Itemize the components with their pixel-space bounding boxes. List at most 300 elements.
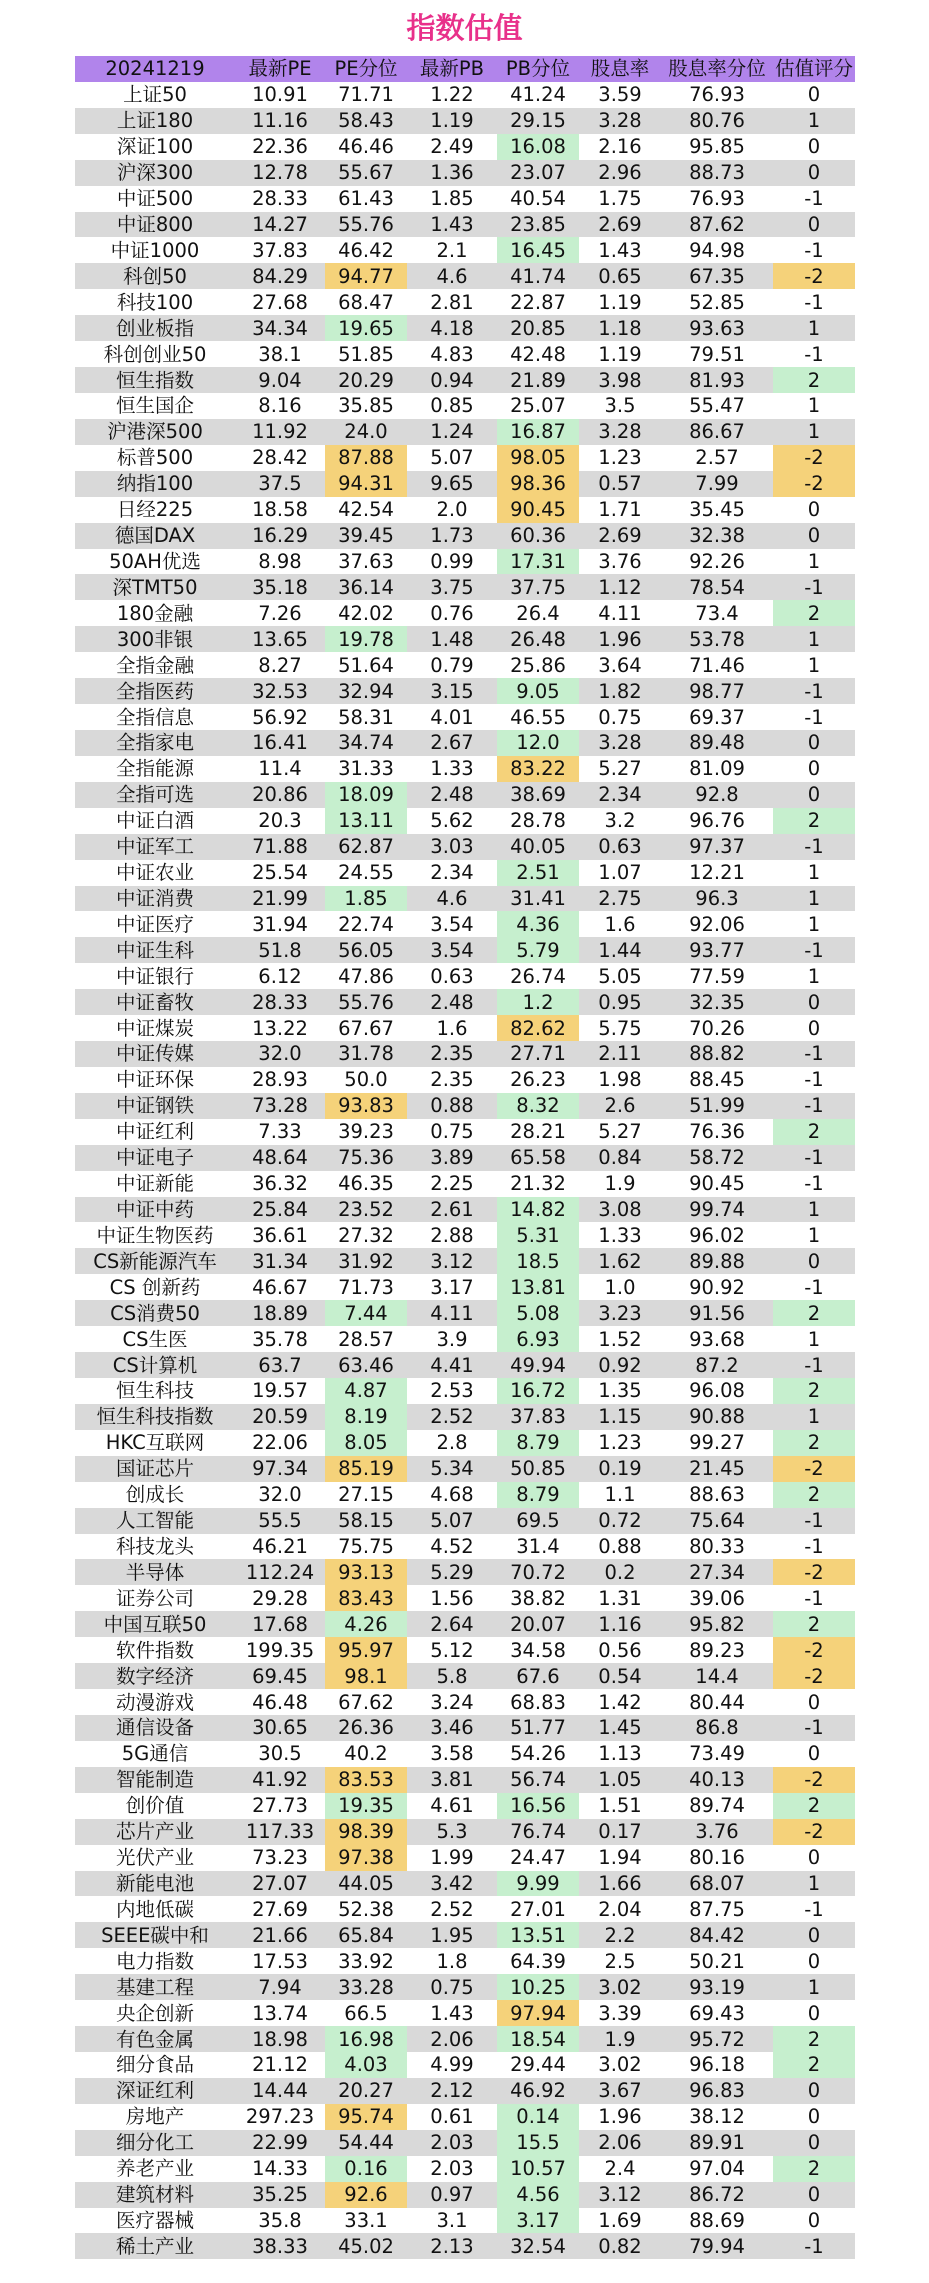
value-cell: 98.1 xyxy=(325,1663,407,1689)
value-cell: 67.35 xyxy=(661,263,773,289)
value-cell: 39.06 xyxy=(661,1585,773,1611)
column-header: 估值评分 xyxy=(774,57,853,81)
value-cell: 37.83 xyxy=(235,237,325,263)
value-cell: 1 xyxy=(773,108,855,134)
value-cell: 41.74 xyxy=(497,263,579,289)
value-cell: 0.63 xyxy=(407,963,497,989)
value-cell: 56.92 xyxy=(235,704,325,730)
value-cell: 1.33 xyxy=(579,1222,661,1248)
value-cell: 18.58 xyxy=(235,497,325,523)
table-row xyxy=(75,1767,855,1793)
index-name-cell: 中证农业 xyxy=(75,860,235,886)
table-row xyxy=(75,1922,855,1948)
value-cell: 3.24 xyxy=(407,1689,497,1715)
value-cell: 1.15 xyxy=(579,1404,661,1430)
index-name-cell: 创成长 xyxy=(75,1482,235,1508)
value-cell: 117.33 xyxy=(235,1819,325,1845)
value-cell: 6.12 xyxy=(235,963,325,989)
value-cell: 2.6 xyxy=(579,1093,661,1119)
value-cell: 49.94 xyxy=(497,1352,579,1378)
value-cell: 0.85 xyxy=(407,393,497,419)
value-cell: 2 xyxy=(773,1300,855,1326)
value-cell: 13.51 xyxy=(497,1922,579,1948)
value-cell: 47.86 xyxy=(325,963,407,989)
value-cell: 3.89 xyxy=(407,1145,497,1171)
value-cell: 36.61 xyxy=(235,1222,325,1248)
value-cell: 2.88 xyxy=(407,1222,497,1248)
value-cell: 40.05 xyxy=(497,834,579,860)
table-row xyxy=(75,2233,855,2259)
index-name-cell: 中国互联50 xyxy=(75,1611,235,1637)
table-row xyxy=(75,2182,855,2208)
table-row xyxy=(75,756,855,782)
value-cell: 95.97 xyxy=(325,1637,407,1663)
value-cell: 32.0 xyxy=(235,1041,325,1067)
value-cell: 5.31 xyxy=(497,1222,579,1248)
value-cell: 52.85 xyxy=(661,289,773,315)
value-cell: 2 xyxy=(773,1611,855,1637)
value-cell: 18.98 xyxy=(235,2026,325,2052)
value-cell: 18.89 xyxy=(235,1300,325,1326)
value-cell: 1.69 xyxy=(579,2208,661,2234)
value-cell: -1 xyxy=(773,1067,855,1093)
value-cell: 2.04 xyxy=(579,1896,661,1922)
index-name-cell: 恒生国企 xyxy=(75,393,235,419)
value-cell: 27.34 xyxy=(661,1559,773,1585)
index-name-cell: 细分食品 xyxy=(75,2052,235,2078)
value-cell: 1.35 xyxy=(579,1378,661,1404)
index-name-cell: 全指家电 xyxy=(75,730,235,756)
value-cell: 5.75 xyxy=(579,1015,661,1041)
value-cell: 1.1 xyxy=(579,1482,661,1508)
value-cell: 22.99 xyxy=(235,2130,325,2156)
value-cell: 3.58 xyxy=(407,1741,497,1767)
value-cell: 39.45 xyxy=(325,523,407,549)
value-cell: 96.18 xyxy=(661,2052,773,2078)
value-cell: 81.09 xyxy=(661,756,773,782)
table-row xyxy=(75,937,855,963)
value-cell: 3.54 xyxy=(407,911,497,937)
value-cell: 46.42 xyxy=(325,237,407,263)
index-name-cell: 恒生科技 xyxy=(75,1378,235,1404)
value-cell: 0 xyxy=(773,1689,855,1715)
value-cell: 1.19 xyxy=(579,341,661,367)
table-row xyxy=(75,730,855,756)
value-cell: 45.02 xyxy=(325,2233,407,2259)
table-row xyxy=(75,834,855,860)
value-cell: 21.45 xyxy=(661,1456,773,1482)
value-cell: 1.99 xyxy=(407,1845,497,1871)
value-cell: 0.84 xyxy=(579,1145,661,1171)
value-cell: 1.9 xyxy=(579,2026,661,2052)
value-cell: 4.6 xyxy=(407,263,497,289)
column-header: PE分位 xyxy=(325,56,407,82)
value-cell: 1.16 xyxy=(579,1611,661,1637)
value-cell: 1.43 xyxy=(407,2000,497,2026)
value-cell: 1.6 xyxy=(407,1015,497,1041)
table-row xyxy=(75,2026,855,2052)
value-cell: 3.67 xyxy=(579,2078,661,2104)
value-cell: 54.26 xyxy=(497,1741,579,1767)
value-cell: 1.07 xyxy=(579,860,661,886)
value-cell: 95.82 xyxy=(661,1611,773,1637)
table-row xyxy=(75,678,855,704)
value-cell: -2 xyxy=(773,1663,855,1689)
value-cell: 67.67 xyxy=(325,1015,407,1041)
value-cell: 90.92 xyxy=(661,1274,773,1300)
value-cell: 27.01 xyxy=(497,1896,579,1922)
value-cell: 40.54 xyxy=(497,186,579,212)
value-cell: 79.51 xyxy=(661,341,773,367)
index-name-cell: 医疗器械 xyxy=(75,2208,235,2234)
value-cell: -1 xyxy=(773,1585,855,1611)
value-cell: 3.64 xyxy=(579,652,661,678)
value-cell: 56.74 xyxy=(497,1767,579,1793)
column-header: 股息率 xyxy=(579,56,661,82)
value-cell: 65.84 xyxy=(325,1922,407,1948)
value-cell: 18.5 xyxy=(497,1248,579,1274)
value-cell: 1.22 xyxy=(407,82,497,108)
value-cell: 2.06 xyxy=(579,2130,661,2156)
index-name-cell: 180金融 xyxy=(75,600,235,626)
value-cell: 2.11 xyxy=(579,1041,661,1067)
value-cell: 28.42 xyxy=(235,445,325,471)
table-row xyxy=(75,523,855,549)
value-cell: 4.6 xyxy=(407,886,497,912)
value-cell: 50.21 xyxy=(661,1948,773,1974)
value-cell: 0 xyxy=(773,730,855,756)
value-cell: 1.73 xyxy=(407,523,497,549)
table-row xyxy=(75,1430,855,1456)
value-cell: 98.77 xyxy=(661,678,773,704)
value-cell: 2.8 xyxy=(407,1430,497,1456)
value-cell: 11.16 xyxy=(235,108,325,134)
value-cell: 68.83 xyxy=(497,1689,579,1715)
value-cell: 22.06 xyxy=(235,1430,325,1456)
index-name-cell: 创业板指 xyxy=(75,315,235,341)
value-cell: 28.33 xyxy=(235,186,325,212)
table-row xyxy=(75,1819,855,1845)
value-cell: 84.29 xyxy=(235,263,325,289)
value-cell: 25.84 xyxy=(235,1197,325,1223)
value-cell: 2.5 xyxy=(579,1948,661,1974)
value-cell: 3.39 xyxy=(579,2000,661,2026)
index-name-cell: 中证消费 xyxy=(75,886,235,912)
value-cell: 67.62 xyxy=(325,1689,407,1715)
value-cell: 13.65 xyxy=(235,626,325,652)
value-cell: 78.54 xyxy=(661,574,773,600)
index-name-cell: 房地产 xyxy=(75,2104,235,2130)
value-cell: 16.72 xyxy=(497,1378,579,1404)
value-cell: 93.68 xyxy=(661,1326,773,1352)
value-cell: 0 xyxy=(773,1015,855,1041)
value-cell: 75.64 xyxy=(661,1508,773,1534)
value-cell: 1.24 xyxy=(407,419,497,445)
table-row xyxy=(75,808,855,834)
index-name-cell: 恒生指数 xyxy=(75,367,235,393)
value-cell: 1.0 xyxy=(579,1274,661,1300)
value-cell: -1 xyxy=(773,704,855,730)
index-name-cell: 中证煤炭 xyxy=(75,1015,235,1041)
value-cell: 2.96 xyxy=(579,160,661,186)
value-cell: 29.44 xyxy=(497,2052,579,2078)
value-cell: 51.85 xyxy=(325,341,407,367)
value-cell: 2.67 xyxy=(407,730,497,756)
value-cell: 88.63 xyxy=(661,1482,773,1508)
value-cell: 80.44 xyxy=(661,1689,773,1715)
value-cell: 38.82 xyxy=(497,1585,579,1611)
table-row xyxy=(75,1948,855,1974)
value-cell: 3.02 xyxy=(579,2052,661,2078)
index-name-cell: 智能制造 xyxy=(75,1767,235,1793)
value-cell: 14.44 xyxy=(235,2078,325,2104)
value-cell: 0 xyxy=(773,1845,855,1871)
value-cell: 4.52 xyxy=(407,1534,497,1560)
value-cell: 28.57 xyxy=(325,1326,407,1352)
value-cell: 60.36 xyxy=(497,523,579,549)
value-cell: 2 xyxy=(773,1119,855,1145)
value-cell: -1 xyxy=(773,237,855,263)
value-cell: 9.04 xyxy=(235,367,325,393)
value-cell: 27.69 xyxy=(235,1896,325,1922)
table-row xyxy=(75,134,855,160)
value-cell: 13.74 xyxy=(235,2000,325,2026)
value-cell: 51.99 xyxy=(661,1093,773,1119)
index-name-cell: 深TMT50 xyxy=(75,574,235,600)
value-cell: 32.54 xyxy=(497,2233,579,2259)
value-cell: 26.48 xyxy=(497,626,579,652)
value-cell: 12.21 xyxy=(661,860,773,886)
value-cell: 0.75 xyxy=(407,1119,497,1145)
value-cell: 76.93 xyxy=(661,82,773,108)
value-cell: 33.92 xyxy=(325,1948,407,1974)
index-name-cell: CS生医 xyxy=(75,1326,235,1352)
value-cell: 2.25 xyxy=(407,1171,497,1197)
value-cell: 1.6 xyxy=(579,911,661,937)
value-cell: 1 xyxy=(773,1222,855,1248)
value-cell: 76.74 xyxy=(497,1819,579,1845)
value-cell: 1.13 xyxy=(579,1741,661,1767)
index-name-cell: 中证生物医药 xyxy=(75,1222,235,1248)
value-cell: 26.23 xyxy=(497,1067,579,1093)
value-cell: 27.71 xyxy=(497,1041,579,1067)
value-cell: 50.85 xyxy=(497,1456,579,1482)
table-row xyxy=(75,860,855,886)
value-cell: 5.07 xyxy=(407,445,497,471)
value-cell: 3.12 xyxy=(407,1248,497,1274)
value-cell: 83.53 xyxy=(325,1767,407,1793)
value-cell: 37.83 xyxy=(497,1404,579,1430)
value-cell: 5.07 xyxy=(407,1508,497,1534)
value-cell: 8.79 xyxy=(497,1482,579,1508)
value-cell: 11.92 xyxy=(235,419,325,445)
table-row xyxy=(75,1326,855,1352)
value-cell: 55.5 xyxy=(235,1508,325,1534)
value-cell: 80.16 xyxy=(661,1845,773,1871)
value-cell: 0 xyxy=(773,756,855,782)
value-cell: 1.18 xyxy=(579,315,661,341)
value-cell: 46.46 xyxy=(325,134,407,160)
value-cell: 62.87 xyxy=(325,834,407,860)
value-cell: 0.79 xyxy=(407,652,497,678)
value-cell: 42.48 xyxy=(497,341,579,367)
index-name-cell: 中证传媒 xyxy=(75,1041,235,1067)
value-cell: 2.1 xyxy=(407,237,497,263)
value-cell: 46.92 xyxy=(497,2078,579,2104)
value-cell: 89.23 xyxy=(661,1637,773,1663)
value-cell: 2.48 xyxy=(407,989,497,1015)
value-cell: 8.05 xyxy=(325,1430,407,1456)
value-cell: 20.86 xyxy=(235,782,325,808)
table-row xyxy=(75,1896,855,1922)
table-row xyxy=(75,1637,855,1663)
value-cell: 25.07 xyxy=(497,393,579,419)
value-cell: 5.62 xyxy=(407,808,497,834)
value-cell: 0 xyxy=(773,134,855,160)
value-cell: 19.65 xyxy=(325,315,407,341)
value-cell: 199.35 xyxy=(235,1637,325,1663)
index-name-cell: 新能电池 xyxy=(75,1871,235,1897)
table-row xyxy=(75,1352,855,1378)
value-cell: 38.69 xyxy=(497,782,579,808)
value-cell: -2 xyxy=(773,445,855,471)
value-cell: 0 xyxy=(773,2208,855,2234)
value-cell: 1 xyxy=(773,1326,855,1352)
value-cell: -1 xyxy=(773,1274,855,1300)
value-cell: 14.4 xyxy=(661,1663,773,1689)
value-cell: 0.65 xyxy=(579,263,661,289)
column-header: 20241219 xyxy=(75,56,235,82)
index-name-cell: 沪港深500 xyxy=(75,419,235,445)
value-cell: 1 xyxy=(773,1871,855,1897)
value-cell: 71.46 xyxy=(661,652,773,678)
value-cell: 0 xyxy=(773,1741,855,1767)
value-cell: -2 xyxy=(773,1456,855,1482)
value-cell: 31.92 xyxy=(325,1248,407,1274)
value-cell: -1 xyxy=(773,1171,855,1197)
value-cell: 0.76 xyxy=(407,600,497,626)
index-name-cell: CS 创新药 xyxy=(75,1274,235,1300)
value-cell: 1 xyxy=(773,626,855,652)
table-row xyxy=(75,963,855,989)
value-cell: 55.47 xyxy=(661,393,773,419)
value-cell: 14.82 xyxy=(497,1197,579,1223)
value-cell: 73.49 xyxy=(661,1741,773,1767)
index-name-cell: 中证生科 xyxy=(75,937,235,963)
value-cell: 71.88 xyxy=(235,834,325,860)
value-cell: 26.74 xyxy=(497,963,579,989)
value-cell: 0.75 xyxy=(579,704,661,730)
value-cell: 92.26 xyxy=(661,549,773,575)
value-cell: 46.55 xyxy=(497,704,579,730)
table-row xyxy=(75,1559,855,1585)
value-cell: 2.34 xyxy=(579,782,661,808)
value-cell: 2.57 xyxy=(661,445,773,471)
table-row xyxy=(75,1378,855,1404)
value-cell: 5.3 xyxy=(407,1819,497,1845)
value-cell: 68.47 xyxy=(325,289,407,315)
value-cell: 27.07 xyxy=(235,1871,325,1897)
value-cell: 13.11 xyxy=(325,808,407,834)
value-cell: 71.71 xyxy=(325,82,407,108)
value-cell: 10.25 xyxy=(497,1974,579,2000)
value-cell: 1.96 xyxy=(579,626,661,652)
index-name-cell: 中证800 xyxy=(75,212,235,238)
value-cell: 2.48 xyxy=(407,782,497,808)
value-cell: 87.75 xyxy=(661,1896,773,1922)
value-cell: 3.76 xyxy=(579,549,661,575)
value-cell: -1 xyxy=(773,1145,855,1171)
index-name-cell: 中证电子 xyxy=(75,1145,235,1171)
value-cell: 31.94 xyxy=(235,911,325,937)
table-row xyxy=(75,1715,855,1741)
value-cell: 0 xyxy=(773,2130,855,2156)
value-cell: 63.46 xyxy=(325,1352,407,1378)
value-cell: -1 xyxy=(773,1041,855,1067)
index-name-cell: 有色金属 xyxy=(75,2026,235,2052)
table-row xyxy=(75,886,855,912)
value-cell: 68.07 xyxy=(661,1871,773,1897)
value-cell: 96.3 xyxy=(661,886,773,912)
value-cell: 90.45 xyxy=(661,1171,773,1197)
table-row xyxy=(75,1793,855,1819)
value-cell: 32.94 xyxy=(325,678,407,704)
value-cell: 20.3 xyxy=(235,808,325,834)
index-name-cell: 中证中药 xyxy=(75,1197,235,1223)
value-cell: -1 xyxy=(773,1715,855,1741)
value-cell: 0.88 xyxy=(407,1093,497,1119)
value-cell: 0 xyxy=(773,2000,855,2026)
index-name-cell: 中证医疗 xyxy=(75,911,235,937)
value-cell: 1.42 xyxy=(579,1689,661,1715)
value-cell: 16.29 xyxy=(235,523,325,549)
value-cell: 76.36 xyxy=(661,1119,773,1145)
value-cell: 87.88 xyxy=(325,445,407,471)
value-cell: 35.45 xyxy=(661,497,773,523)
value-cell: 3.17 xyxy=(497,2208,579,2234)
value-cell: 2.52 xyxy=(407,1896,497,1922)
value-cell: 1.56 xyxy=(407,1585,497,1611)
value-cell: 92.06 xyxy=(661,911,773,937)
value-cell: 80.33 xyxy=(661,1534,773,1560)
value-cell: 2 xyxy=(773,808,855,834)
value-cell: 35.18 xyxy=(235,574,325,600)
table-row xyxy=(75,212,855,238)
table-row xyxy=(75,989,855,1015)
value-cell: 27.73 xyxy=(235,1793,325,1819)
value-cell: 0.82 xyxy=(579,2233,661,2259)
value-cell: 36.14 xyxy=(325,574,407,600)
value-cell: 38.12 xyxy=(661,2104,773,2130)
value-cell: 4.26 xyxy=(325,1611,407,1637)
value-cell: 40.2 xyxy=(325,1741,407,1767)
value-cell: 2.16 xyxy=(579,134,661,160)
value-cell: -1 xyxy=(773,1508,855,1534)
value-cell: 34.74 xyxy=(325,730,407,756)
index-name-cell: 纳指100 xyxy=(75,471,235,497)
value-cell: 97.04 xyxy=(661,2156,773,2182)
value-cell: 30.5 xyxy=(235,1741,325,1767)
value-cell: 65.58 xyxy=(497,1145,579,1171)
value-cell: 46.35 xyxy=(325,1171,407,1197)
table-row xyxy=(75,1197,855,1223)
index-name-cell: CS新能源汽车 xyxy=(75,1248,235,1274)
value-cell: 112.24 xyxy=(235,1559,325,1585)
value-cell: 28.33 xyxy=(235,989,325,1015)
value-cell: 5.29 xyxy=(407,1559,497,1585)
value-cell: 31.34 xyxy=(235,1248,325,1274)
value-cell: 33.28 xyxy=(325,1974,407,2000)
